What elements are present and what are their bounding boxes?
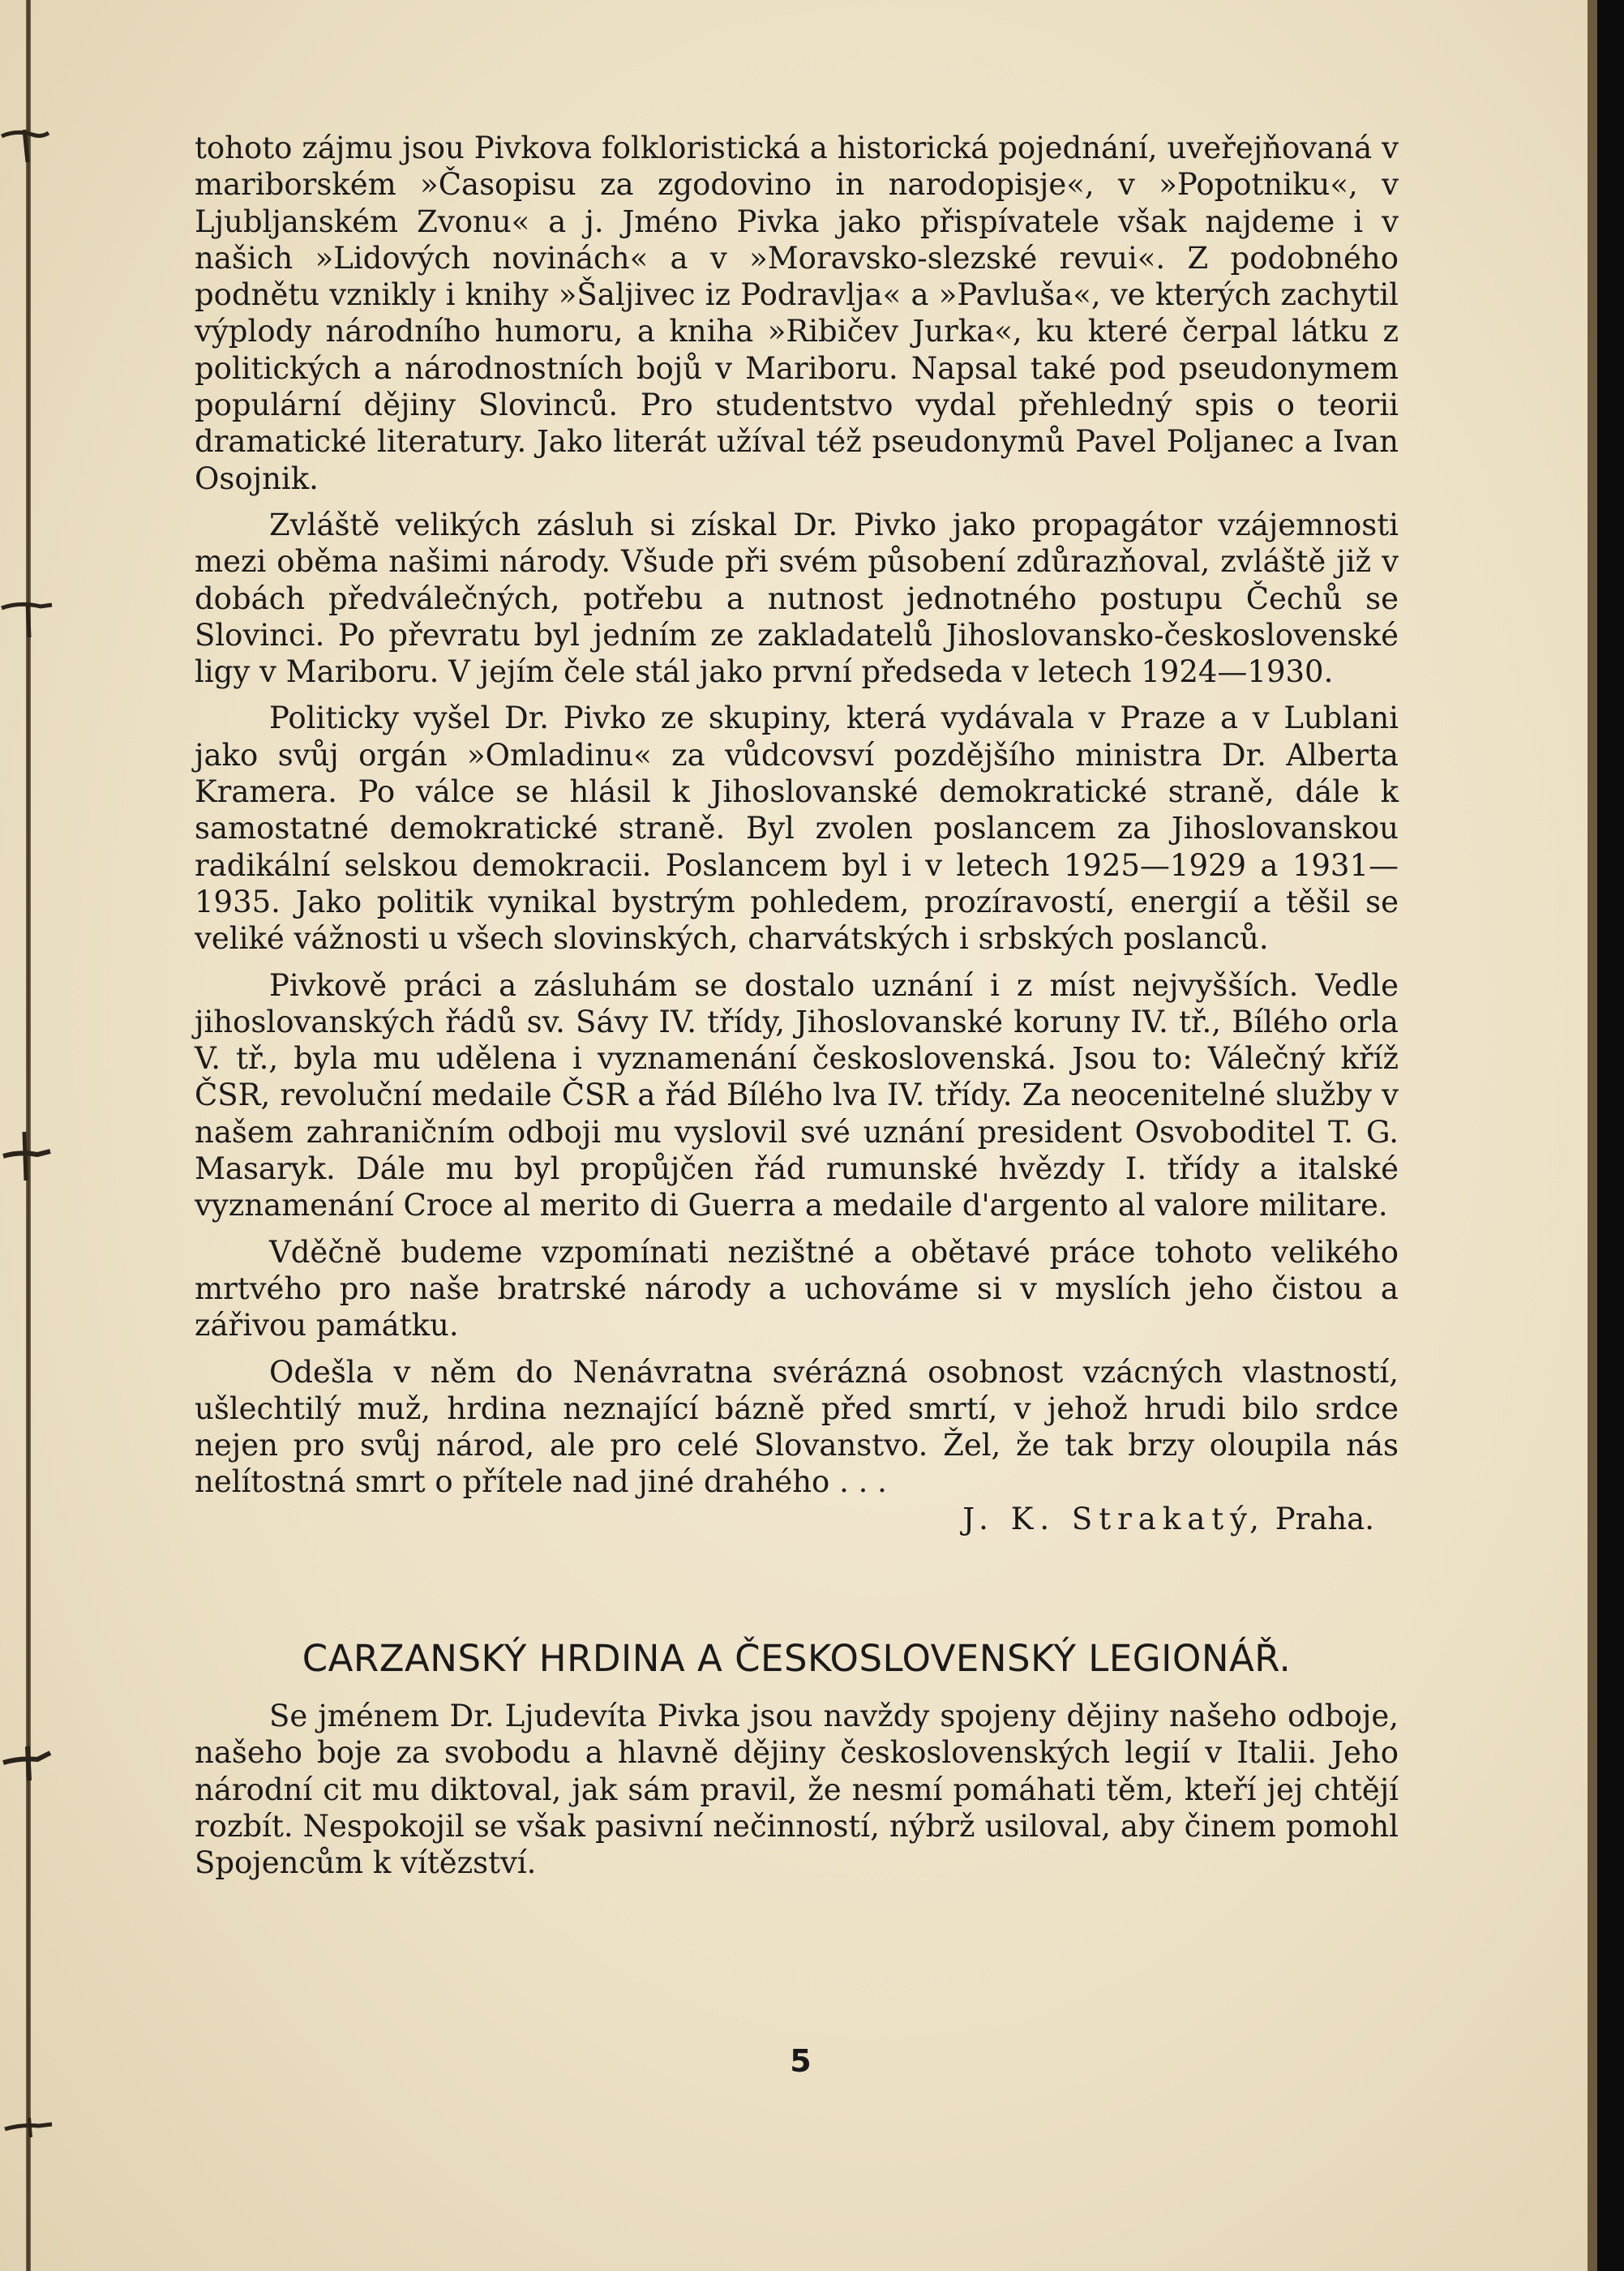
signature-name: J. K. Strakatý,: [962, 1501, 1266, 1536]
paragraph: tohoto zájmu jsou Pivkova folkloristická a historická pojednání, uveřejňovaná v mariborském »Časopisu za zgodovino in narodopisje«, v »Popotniku«, v Ljubljanském Zvonu« a j. Jméno Pivka jako přispívatele však najdeme i v našich »Lidových novinách« a v »Moravsko-slezské revui«. Z podobného podnětu vznikly i knihy »Šaljivec iz Podravlja« a »Pavluša«, ve kterých zachytil výplody národního humoru, a kniha »Ribičev Jurka«, ku které čerpal látku z politických a národnostních bojů v Mariboru. Napsal také pod pseudonymem populární dějiny Slovinců. Pro studentstvo vydal přehledný spis o teorii dramatické literatury. Jako literát užíval též pseudonymů Pavel Poljanec a Ivan Osojnik.: [195, 131, 1399, 496]
paragraph: Vděčně budeme vzpomínati nezištné a obětavé práce tohoto velikého mrtvého pro naše bratrské národy a uchováme si v myslích jeho čistou a zářivou památku.: [195, 1234, 1399, 1343]
binding-stitch-icon: [0, 2100, 57, 2157]
binding-stitch-icon: [0, 584, 57, 641]
binding-stitch-icon: [0, 114, 57, 170]
paragraph: Politicky vyšel Dr. Pivko ze skupiny, která vydávala v Praze a v Lublani jako svůj orgán »Omladinu« za vůdcovsví pozdějšího ministra Dr. Alberta Kramera. Po válce se hlásil k Jihoslovanské demokratické straně, dále k samostatné demokratické straně. Byl zvolen poslancem za Jihoslovanskou radikální selskou demokracii. Poslancem byl i v letech 1925—1929 a 1931—1935. Jako politik vynikal bystrým pohledem, prozíravostí, energií a těšil se veliké vážnosti u všech slovinských, charvátských i srbských poslanců.: [195, 701, 1399, 957]
section-title: CARZANSKÝ HRDINA A ČESKOSLOVENSKÝ LEGIONÁŘ.: [302, 1636, 1292, 1680]
page-content: [195, 130, 1399, 1881]
scan-background: [1597, 0, 1624, 2271]
page-number: 5: [790, 2043, 812, 2079]
paragraph: Zvláště velikých zásluh si získal Dr. Pivko jako propagátor vzájemnosti mezi oběma našimi národy. Všude při svém působení zdůrazňoval, zvláště již v dobách předválečných, potřebu a nutnost jednotného postupu Čechů se Slovinci. Po převratu byl jedním ze zakladatelů Jihoslovansko-československé ligy v Mariboru. V jejím čele stál jako první předseda v letech 1924—1930.: [195, 507, 1399, 690]
binding-stitch-icon: [0, 1735, 57, 1792]
signature: [195, 1501, 1399, 1537]
paragraph: Pivkově práci a zásluhám se dostalo uznání i z míst nejvyšších. Vedle jihoslovanských řádů sv. Sávy IV. třídy, Jihoslovanské koruny IV. tř., Bílého orla V. tř., byla mu udělena i vyznamenání československá. Jsou to: Válečný kříž ČSR, revoluční medaile ČSR a řád Bílého lva IV. třídy. Za neocenitelné služby v našem zahraničním odboji mu vyslovil své uznání president Osvoboditel T. G. Masaryk. Dále mu byl propůjčen řád rumunské hvězdy I. třídy a italské vyznamenání Croce al merito di Guerra a medaile d'argento al valore militare.: [195, 967, 1399, 1223]
page-edge-shadow: [1588, 0, 1597, 2271]
paragraph: Se jménem Dr. Ljudevíta Pivka jsou navždy spojeny dějiny našeho odboje, našeho boje za svobodu a hlavně dějiny československých legií v Italii. Jeho národní cit mu diktoval, jak sám pravil, že nesmí pomáhati těm, kteří jej chtějí rozbít. Nespokojil se však pasivní nečinností, nýbrž usiloval, aby činem pomohl Spojencům k vítězství.: [195, 1698, 1399, 1881]
paragraph: Odešla v něm do Nenávratna svérázná osobnost vzácných vlastností, ušlechtilý muž, hrdina neznající bázně před smrtí, v jehož hrudi bilo srdce nejen pro svůj národ, ale pro celé Slovanstvo. Žel, že tak brzy oloupila nás nelítostná smrt o přítele nad jiné drahého . . .: [195, 1354, 1399, 1500]
binding-stitch-icon: [0, 1127, 57, 1184]
signature-place: Praha.: [1275, 1501, 1374, 1536]
